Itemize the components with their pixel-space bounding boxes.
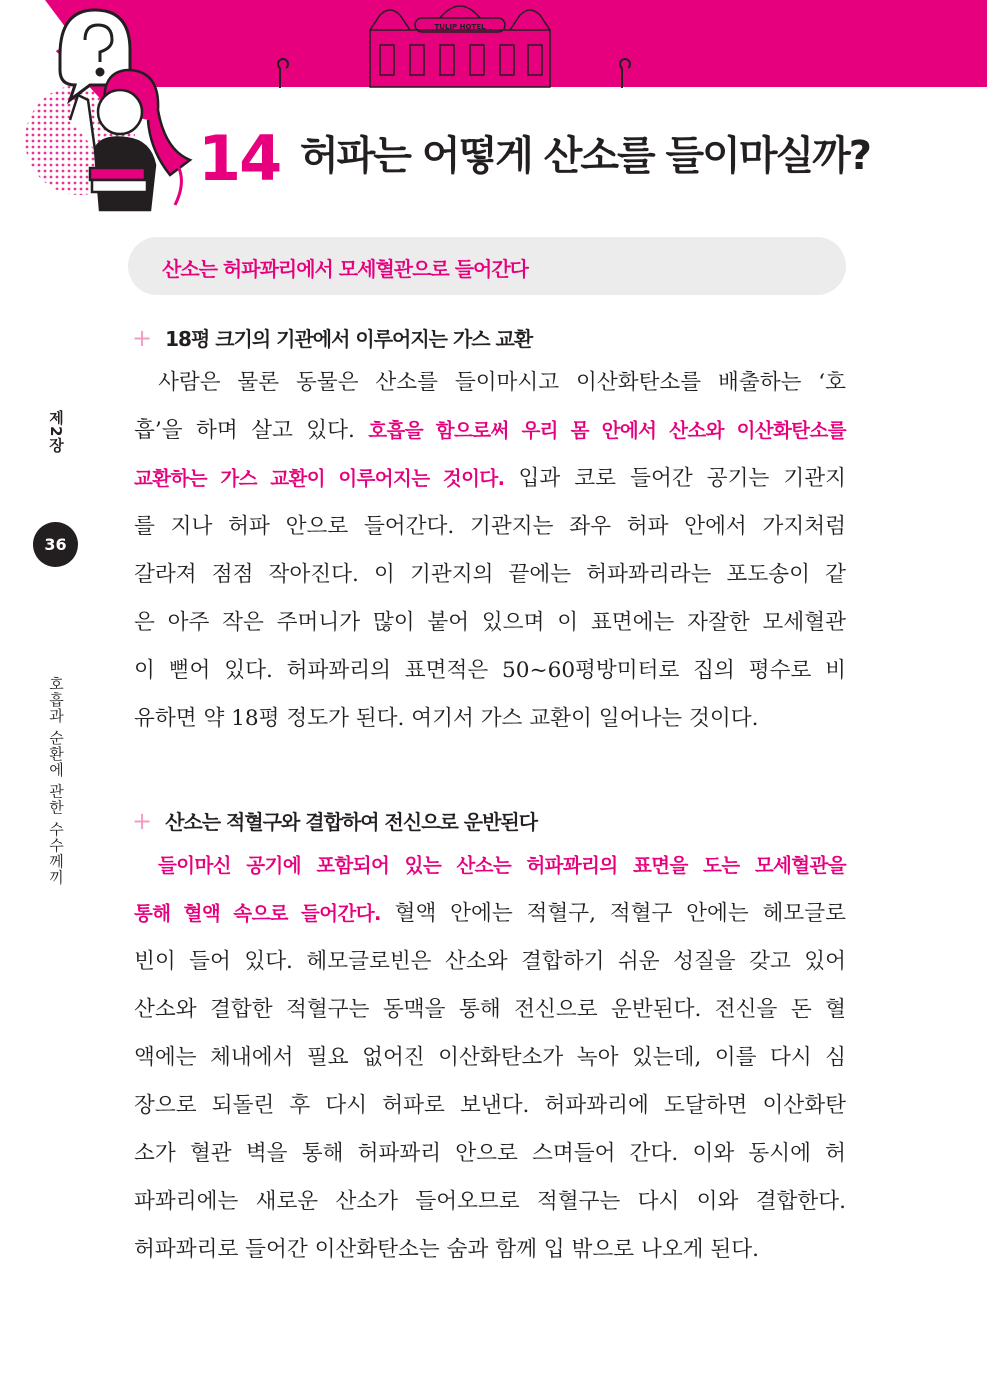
body-text: 유하면 약 18평 정도가 된다. 여기서 가스 교환이 일어나는 것이다. (134, 706, 759, 731)
chapter-header-illustration (0, 0, 987, 250)
section-heading-text: 18평 크기의 기관에서 이루어지는 가스 교환 (165, 327, 533, 351)
highlighted-text: 통해 혈액 속으로 들어간다. (134, 902, 381, 925)
body-paragraph (134, 359, 846, 743)
text-line (134, 647, 846, 695)
text-line (134, 1130, 846, 1178)
body-text: 허파꽈리로 들어간 이산화탄소는 숨과 함께 입 밖으로 나오게 된다. (134, 1237, 759, 1262)
highlighted-text: 교환하는 가스 교환이 이루어지는 것이다. (134, 467, 505, 490)
text-line (134, 1226, 846, 1274)
section-heading (132, 806, 537, 835)
text-line (134, 695, 846, 743)
page-number: 36 (33, 522, 78, 567)
text-line (134, 455, 846, 503)
body-text: 빈이 들어 있다. 헤모글로빈은 산소와 결합하기 쉬운 성질을 갖고 있어 (134, 949, 846, 974)
body-paragraph (134, 842, 846, 1274)
body-text: 입과 코로 들어간 공기는 기관지 (504, 466, 847, 491)
text-line (134, 359, 846, 407)
body-text: 산소와 결합한 적혈구는 동맥을 통해 전신으로 운반된다. 전신을 돈 혈 (134, 997, 846, 1022)
body-text: 장으로 되돌린 후 다시 허파로 보낸다. 허파꽈리에 도달하면 이산화탄 (134, 1093, 846, 1118)
section-heading-text: 산소는 적혈구와 결합하여 전신으로 운반된다 (165, 810, 538, 834)
text-line (134, 938, 846, 986)
text-line (134, 842, 846, 890)
text-line (134, 1082, 846, 1130)
plus-icon: + (132, 807, 152, 835)
plus-icon: + (132, 324, 152, 352)
book-title: 호흡과 순환에 관한 수수께끼 (47, 676, 65, 886)
hotel-sign: TULIP HOTEL (434, 23, 486, 31)
text-line (134, 986, 846, 1034)
body-text: 소가 혈관 벽을 통해 허파꽈리 안으로 스며들어 간다. 이와 동시에 허 (134, 1141, 846, 1166)
text-line (134, 407, 846, 455)
chapter-number: 14 (198, 122, 281, 195)
summary-box (128, 237, 846, 295)
body-text: 갈라져 점점 작아진다. 이 기관지의 끝에는 허파꽈리라는 포도송이 같 (134, 562, 846, 587)
body-text: 를 지나 허파 안으로 들어간다. 기관지는 좌우 허파 안에서 가지처럼 (134, 514, 846, 539)
body-text: 액에는 체내에서 필요 없어진 이산화탄소가 녹아 있는데, 이를 다시 심 (134, 1045, 846, 1070)
section-heading (132, 323, 532, 352)
text-line (134, 599, 846, 647)
highlighted-text: 호흡을 함으로써 우리 몸 안에서 산소와 이산화탄소를 (368, 419, 846, 442)
text-line (134, 1178, 846, 1226)
text-line (134, 1034, 846, 1082)
text-line (134, 551, 846, 599)
text-line (134, 503, 846, 551)
body-text: 파꽈리에는 새로운 산소가 들어오므로 적혈구는 다시 이와 결합한다. (134, 1189, 846, 1214)
body-text: 이 뻗어 있다. 허파꽈리의 표면적은 50~60평방미터로 집의 평수로 비 (134, 658, 846, 683)
chapter-title: 허파는 어떻게 산소를 들이마실까? (300, 133, 870, 179)
body-text: 흡’을 하며 살고 있다. (134, 418, 369, 443)
summary-text: 산소는 허파꽈리에서 모세혈관으로 들어간다 (162, 257, 528, 281)
text-line (134, 890, 846, 938)
chapter-label: 제2장 (47, 410, 65, 454)
body-text: 혈액 안에는 적혈구, 적혈구 안에는 헤모글로 (380, 901, 846, 926)
highlighted-text: 들이마신 공기에 포함되어 있는 산소는 허파꽈리의 표면을 도는 모세혈관을 (158, 854, 846, 877)
body-text: 은 아주 작은 주머니가 많이 붙어 있으며 이 표면에는 자잘한 모세혈관 (134, 610, 846, 635)
body-text: 사람은 물론 동물은 산소를 들이마시고 이산화탄소를 배출하는 ‘호 (158, 370, 846, 395)
